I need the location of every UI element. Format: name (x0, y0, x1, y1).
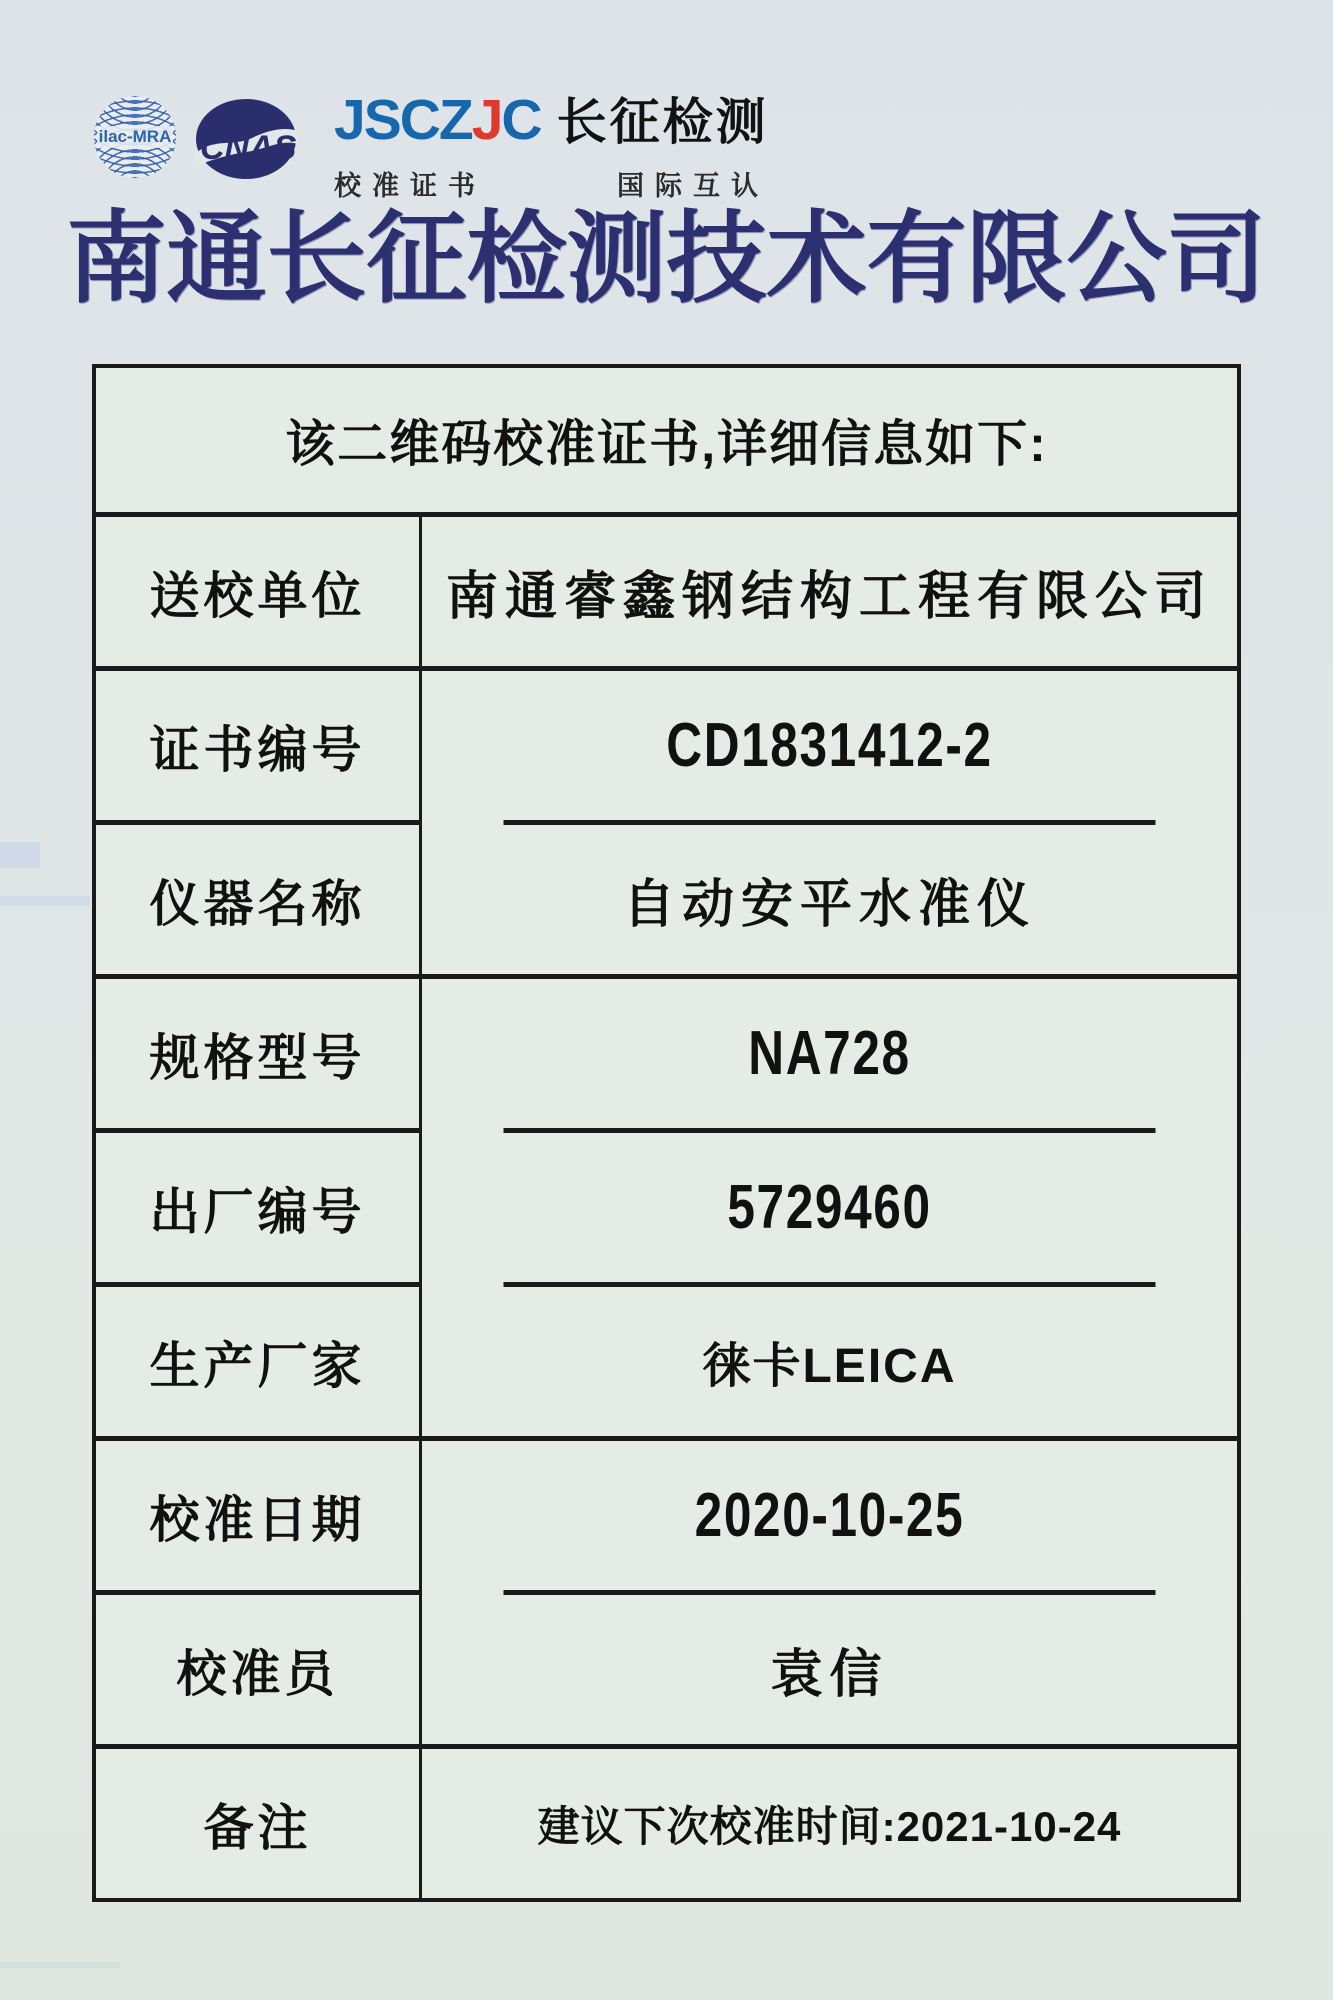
row-label: 证书编号 (96, 671, 422, 825)
row-value: 南通睿鑫钢结构工程有限公司 (422, 517, 1237, 671)
row-label: 规格型号 (96, 979, 422, 1133)
cnas-label: CNAS (200, 129, 297, 167)
scan-artifact (0, 896, 90, 906)
certificate-table (92, 364, 1241, 1902)
row-label: 生产厂家 (96, 1287, 422, 1441)
brand-cn-name: 长征检测 (556, 94, 769, 150)
row-value: 袁信 (422, 1595, 1237, 1749)
brand-name-line (334, 82, 769, 154)
row-label: 出厂编号 (96, 1133, 422, 1287)
row-label: 仪器名称 (96, 825, 422, 979)
ilac-mra-logo-icon (94, 96, 176, 178)
row-value: 建议下次校准时间:2021-10-24 (537, 1802, 1122, 1850)
cnas-logo-icon (194, 97, 298, 181)
row-value: 2020-10-25 (504, 1441, 1156, 1595)
row-value: 自动安平水准仪 (422, 825, 1237, 979)
row-value: CD1831412-2 (504, 671, 1156, 825)
company-title: 南通长征检测技术有限公司 (66, 204, 1267, 315)
scan-artifact (0, 1962, 120, 1968)
row-label: 送校单位 (96, 517, 422, 671)
row-value: 5729460 (504, 1133, 1156, 1287)
org-code: JSCZJC (334, 88, 541, 152)
row-value: 徕卡LEICA (422, 1287, 1237, 1441)
brand-header (0, 0, 1333, 200)
ilac-mra-label: ilac-MRA (98, 127, 172, 146)
tagline-left: 校准证书 (334, 171, 486, 201)
brand-text (334, 82, 769, 203)
tagline-right: 国际互认 (617, 171, 769, 201)
row-label: 校准员 (96, 1595, 422, 1749)
row-label: 备注 (96, 1749, 422, 1898)
scan-artifact (0, 842, 40, 868)
row-label: 校准日期 (96, 1441, 422, 1595)
row-value: NA728 (504, 979, 1156, 1133)
table-header: 该二维码校准证书,详细信息如下: (96, 368, 1237, 517)
